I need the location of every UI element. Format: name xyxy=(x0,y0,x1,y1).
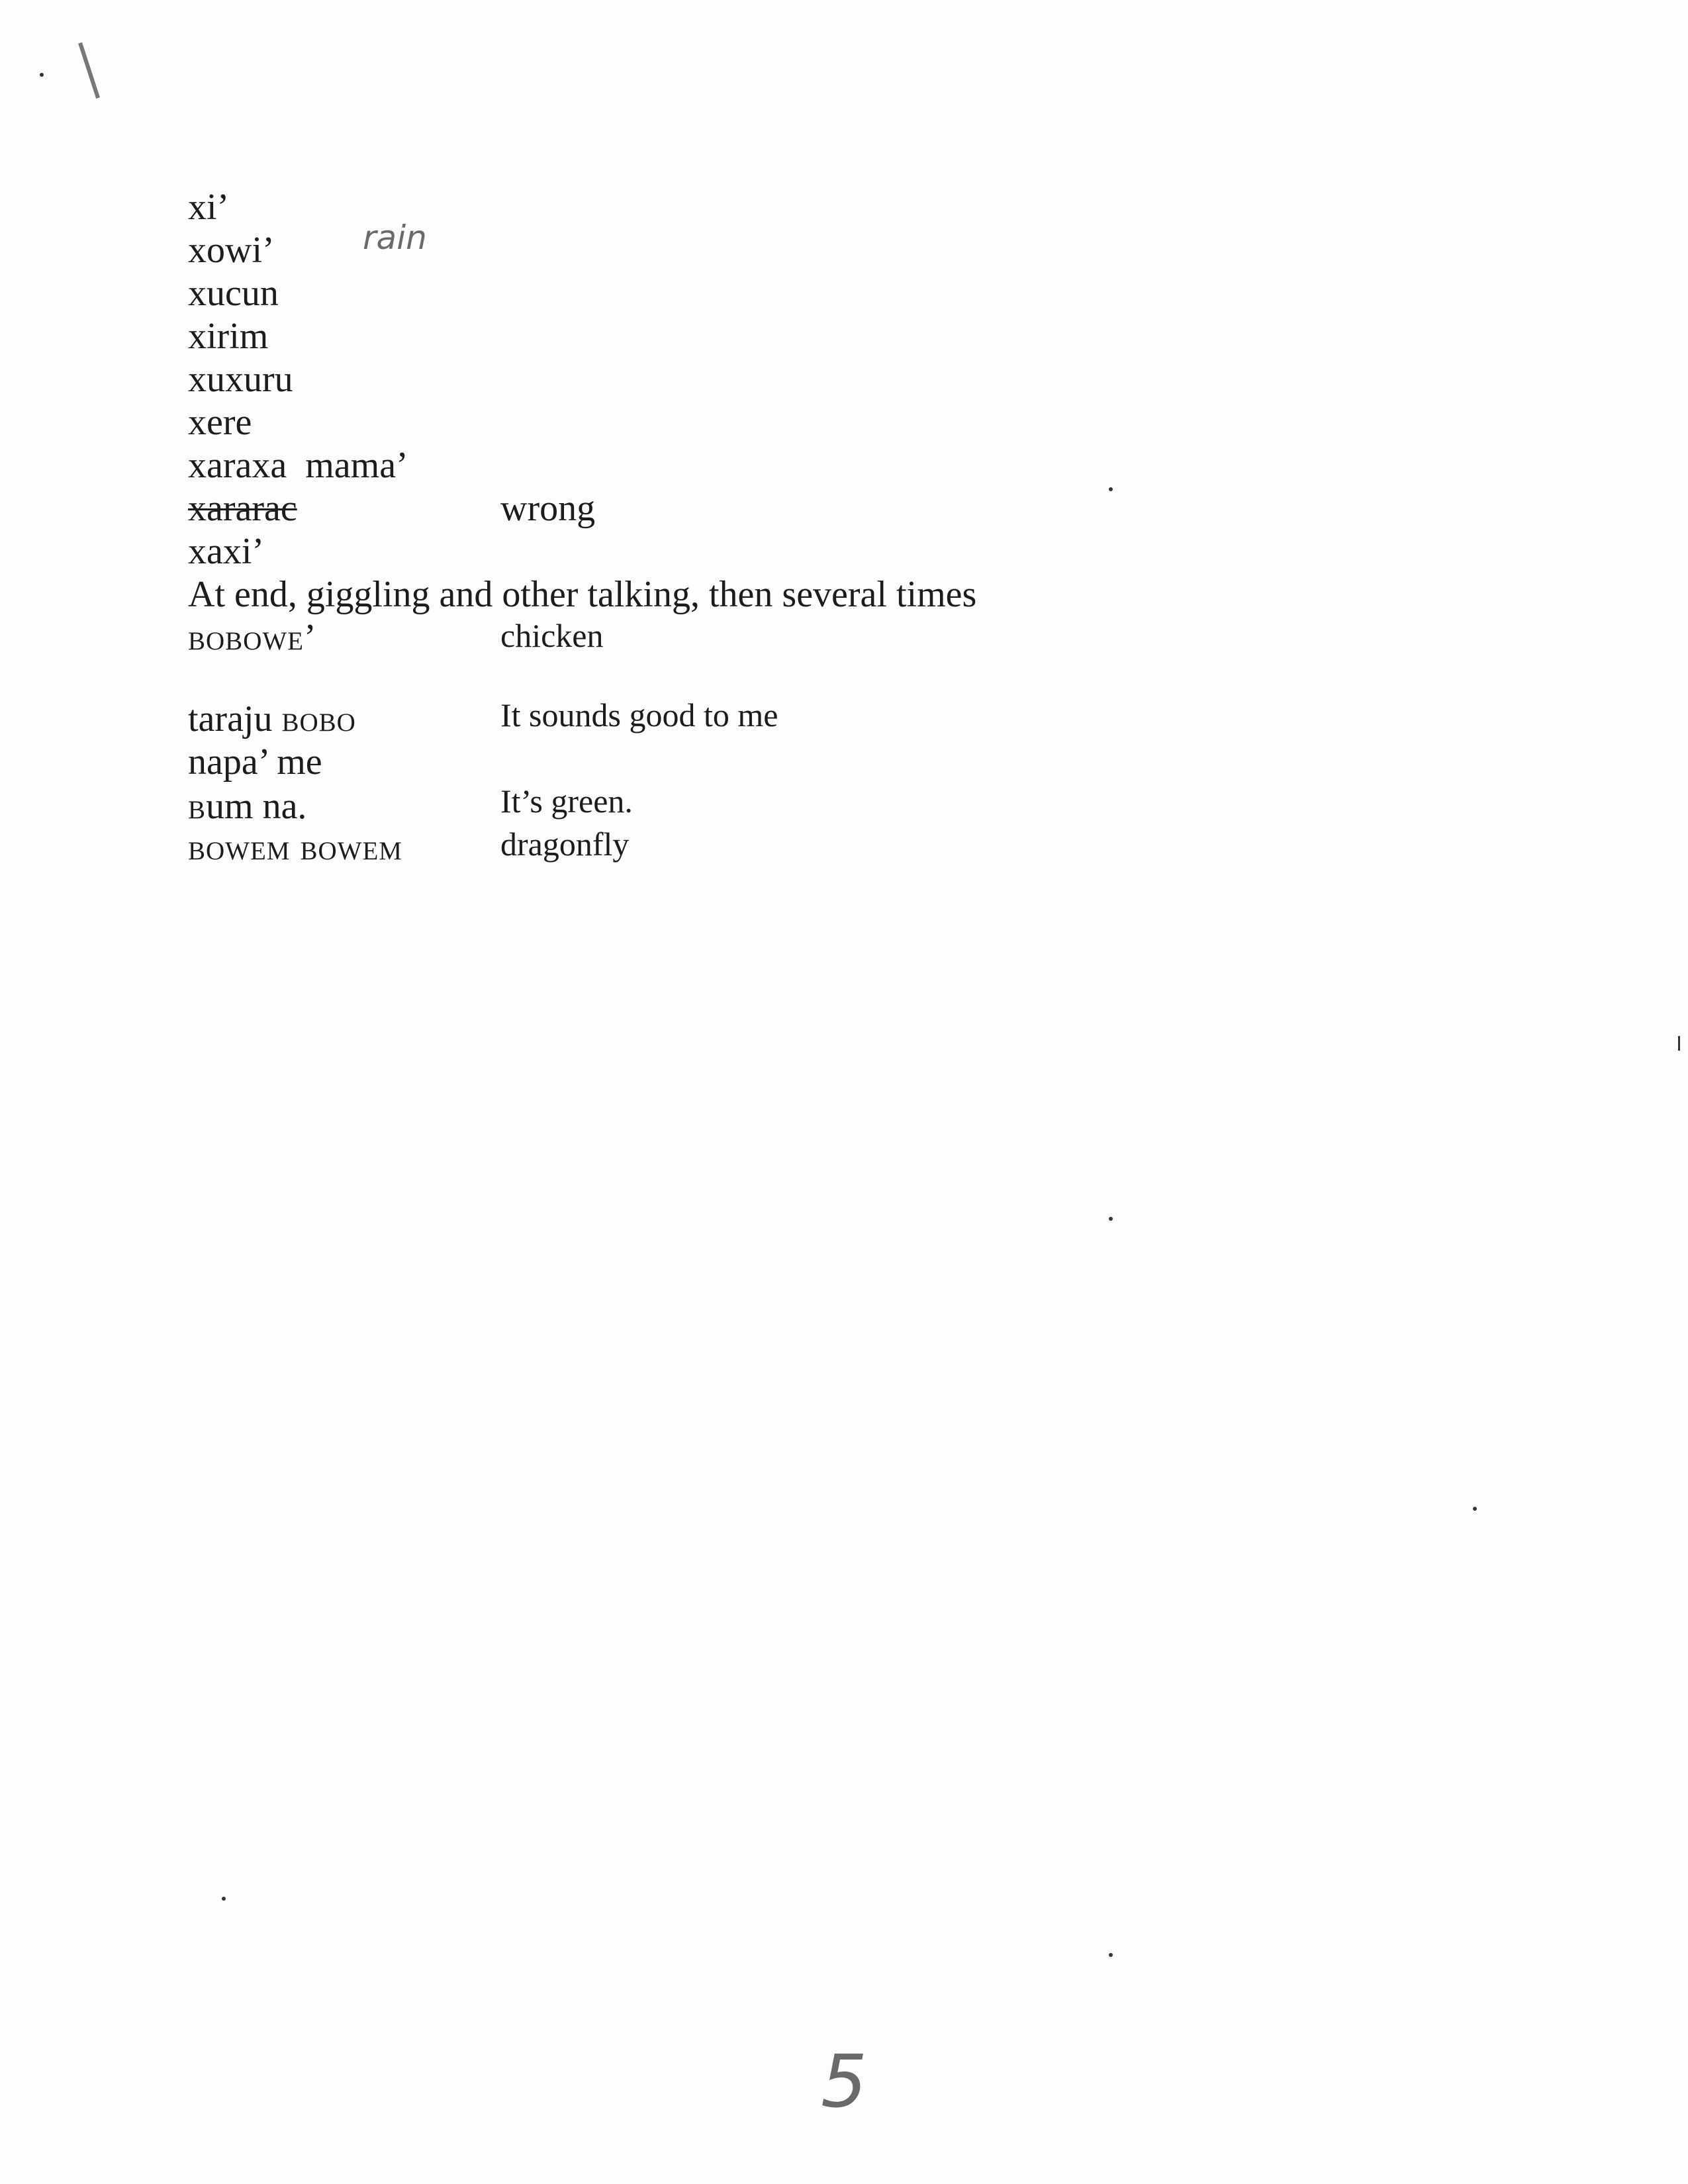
word-entry-struck: xararac xyxy=(188,488,297,529)
transcription-note: At end, giggling and other talking, then several times xyxy=(188,574,977,615)
gloss-green: It’s green. xyxy=(500,783,633,820)
scan-speck xyxy=(1109,1217,1113,1221)
word-entry: xaxi’ xyxy=(188,531,265,572)
phrase-part: taraju xyxy=(188,698,273,739)
gloss-chicken: chicken xyxy=(500,617,604,654)
phrase-entry: bobowe’ xyxy=(188,617,317,658)
word-entry: xi’ xyxy=(188,187,230,228)
gloss-sounds-good: It sounds good to me xyxy=(500,696,778,734)
word-entry: xuxuru xyxy=(188,359,293,400)
word-entry: xaraxa mama’ xyxy=(188,445,408,486)
phrase-part-small-caps: bobo xyxy=(281,698,356,739)
handwritten-page-number: 5 xyxy=(821,2039,867,2124)
scan-speck xyxy=(1473,1507,1477,1511)
phrase-entry xyxy=(188,700,356,737)
phrase-entry: napa’ me xyxy=(188,741,322,783)
gloss-wrong: wrong xyxy=(500,488,596,529)
scan-speck xyxy=(1109,487,1113,491)
phrase-part: um na. xyxy=(206,786,307,827)
word-entry: xirim xyxy=(188,316,269,357)
phrase-entry xyxy=(188,788,306,825)
word-entry: xucun xyxy=(188,273,279,314)
scan-edge-mark xyxy=(1678,1036,1680,1051)
phrase-part-small-caps: b xyxy=(188,786,207,827)
scan-speck xyxy=(222,1897,226,1901)
word-entry: xere xyxy=(188,402,252,443)
handwritten-roman-numeral: I xyxy=(64,24,116,120)
scan-speck xyxy=(1109,1953,1113,1957)
handwritten-gloss-rain: rain xyxy=(363,218,427,257)
gloss-dragonfly: dragonfly xyxy=(500,826,630,863)
scan-speck xyxy=(40,73,44,77)
phrase-entry: bowem bowem xyxy=(188,827,402,868)
word-entry: xowi’ xyxy=(188,230,275,271)
